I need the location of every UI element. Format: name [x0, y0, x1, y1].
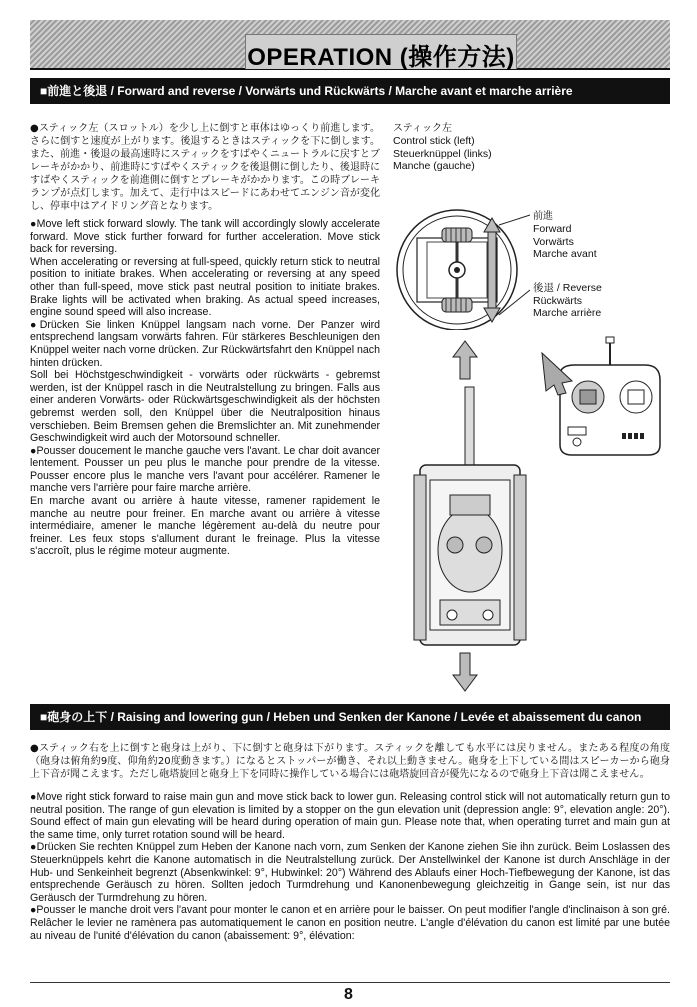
forward-text-column — [30, 122, 380, 563]
control-stick-label-fr: Manche (gauche) — [393, 160, 475, 172]
gun-fr-text: ●Pousser le manche droit vers l'avant pour monter le canon et en arrière pour le baisser. On peut modifier l'angle d'inclinaison à son gré. Relâcher le levier ne ramènera pas automatiquement le canon en position neutre. L'angle d'élévation du canon est limité par une butée au niveau de l'unité d'élévation du canon (abaissement: 9°, élévation: — [30, 904, 670, 942]
control-stick-label — [393, 122, 492, 173]
page-number: 8 — [344, 986, 353, 1003]
forward-en-text-2: When accelerating or reversing at full-speed, quickly return stick to neutral position to initiate brakes. When accelerating or reversing at any speed other than full-speed, move stick past neutral position to initiate brakes. Brake lights will be activated when braking. As actual speed increases, engine sound speed will also increase. — [30, 255, 380, 319]
control-stick-label-en: Control stick (left) — [393, 135, 475, 147]
forward-fr-text-2: En marche avant ou arrière à haute vitesse, ramener rapidement le manche au neutre pour freiner. En marche avant ou arrière à vitesse intermédiaire, amener le manche légèrement au-delà du neutre pour freiner. Les feux stops s'allument durant le freinage. Plus la vitesse s'accroît, plus le régime moteur augmente. — [30, 495, 380, 558]
reverse-label-fr: Marche arrière — [533, 307, 602, 319]
gun-jp-text: ●スティック右を上に倒すと砲身は上がり、下に倒すと砲身は下がります。スティックを離しても水平には戻りません。またある程度の角度（砲身は俯角約9度、仰角約20度動きます。）になるとストッパーが働き、それ以上動きません。砲身を上下している間はスピーカーから砲身上下音が聞こえます。ただし砲塔旋回と砲身上下を同時に操作している場合には砲塔旋回音が優先になるので砲身上下音は聞こえません。 — [30, 743, 670, 780]
gun-en-text: ●Move right stick forward to raise main gun and move stick back to lower gun. Releasing control stick will not automatically return gun to neutral position. The range of gun elevation is limited by a stopper on the gun elevation unit (depression angle: 9°, elevation angle: 20°). Sound effect of main gun elevating will be heard during operation of main gun. Please note that, when operating turret and main gun at the same time, only turret rotation sound will be heard. — [30, 791, 670, 841]
control-stick-label-jp: スティック左 — [393, 123, 452, 134]
forward-label-en: Forward — [533, 223, 572, 235]
forward-label-fr: Marche avant — [533, 248, 597, 260]
forward-de-text-1: ●Drücken Sie linken Knüppel langsam nach vorne. Der Panzer wird entsprechend langsam vorwärts fahren. Für stärkeres Beschleunigen den Knüppel weiter nach vorne drücken. Zur Rückwärtsfahrt den Knüppel nach hinten drücken. — [30, 318, 380, 369]
forward-de-text-2: Soll bei Höchstgeschwindigkeit - vorwärts oder rückwärts - gebremst werden, ist der Knüppel rasch in die Neutralstellung zu bringen. Falls aus einer anderen Vorwärts- oder Rückwärtsgeschwindigkeit als der höchsten gebremst werden soll, den Knüppel über die Neutralposition hinaus verschieben. Beim Bremsen gehen die Bremslichter an. Mit zunehmender Geschwindigkeit wird auch der Motorsound schneller. — [30, 369, 380, 445]
section-heading-forward: ■前進と後退 / Forward and reverse / Vorwärts und Rückwärts / Marche avant et marche arrière — [30, 78, 670, 104]
down-arrow-icon — [452, 652, 478, 692]
transmitter-illustration — [540, 335, 675, 465]
forward-en-text-1: ●Move left stick forward slowly. The tank will accordingly slowly accelerate forward. Move stick further forward for further acceleration. Move stick back for reversing. — [30, 218, 380, 256]
tank-top-view — [410, 385, 530, 650]
control-stick-label-de: Steuerknüppel (links) — [393, 147, 492, 160]
left-stick-diagram — [380, 170, 540, 330]
gun-text-block — [30, 742, 670, 945]
section-heading-gun: ■砲身の上下 / Raising and lowering gun / Heben und Senken der Kanone / Levée et abaissement du canon — [30, 704, 670, 730]
forward-label-de: Vorwärts — [533, 235, 574, 248]
up-arrow-icon — [452, 340, 478, 380]
title-box — [245, 34, 517, 69]
forward-label — [533, 210, 597, 261]
reverse-label-de: Rückwärts — [533, 294, 583, 307]
footer-rule — [30, 982, 670, 983]
forward-jp-text: ●スティック左（スロットル）を少し上に倒すと車体はゆっくり前進します。さらに倒すと速度が上がります。後退するときはスティックを下に倒します。また、前進・後退の最高速時にスティックをすばやくニュートラルに戻すとブレーキがかかり、前進時にすばやくスティックを後退側に倒したり、後退時にすばやくスティックを前進側に倒すとブレーキがかかります。この時ブレーキランプが点灯します。加えて、走行中はスピードにあわせてエンジン音が変化し、停車中はアイドリング音となります。 — [30, 123, 380, 212]
gun-de-text: ●Drücken Sie rechten Knüppel zum Heben der Kanone nach vorn, zum Senken der Kanone ziehen Sie ihn zurück. Beim Loslassen des Steuerknüppels kehrt die Kanone automatisch in die Neutralstellung zurück. Der Anstellwinkel der Kanone ist durch Anschläge in der Hub- und Senkeinheit begrenzt (Absenkwinkel: 9°, Hubwinkel: 20°) Während des Ablaufs einer Hoch-Tiefbewegung der Kanone, ist das entsprechende Geräusch zu hören. Sollten jedoch Turmdrehung und Kanonenbewegung gleichzeitig in Gange sein, ist nur das Geräusch der Turmdrehung zu hören. — [30, 841, 670, 904]
reverse-label — [533, 282, 602, 320]
reverse-label-jp-en: 後退 / Reverse — [533, 282, 602, 294]
title-banner — [30, 20, 670, 70]
page-title: OPERATION (操作方法) — [247, 44, 515, 71]
forward-fr-text-1: ●Pousser doucement le manche gauche vers l'avant. Le char doit avancer lentement. Pousser un peu plus le manche pour prendre de la vitesse. Pousser encore plus le manche vers l'avant pour accélérer. Ramener le manche vers l'arrière pour faire marche arrière. — [30, 444, 380, 495]
forward-label-jp: 前進 — [533, 211, 553, 222]
